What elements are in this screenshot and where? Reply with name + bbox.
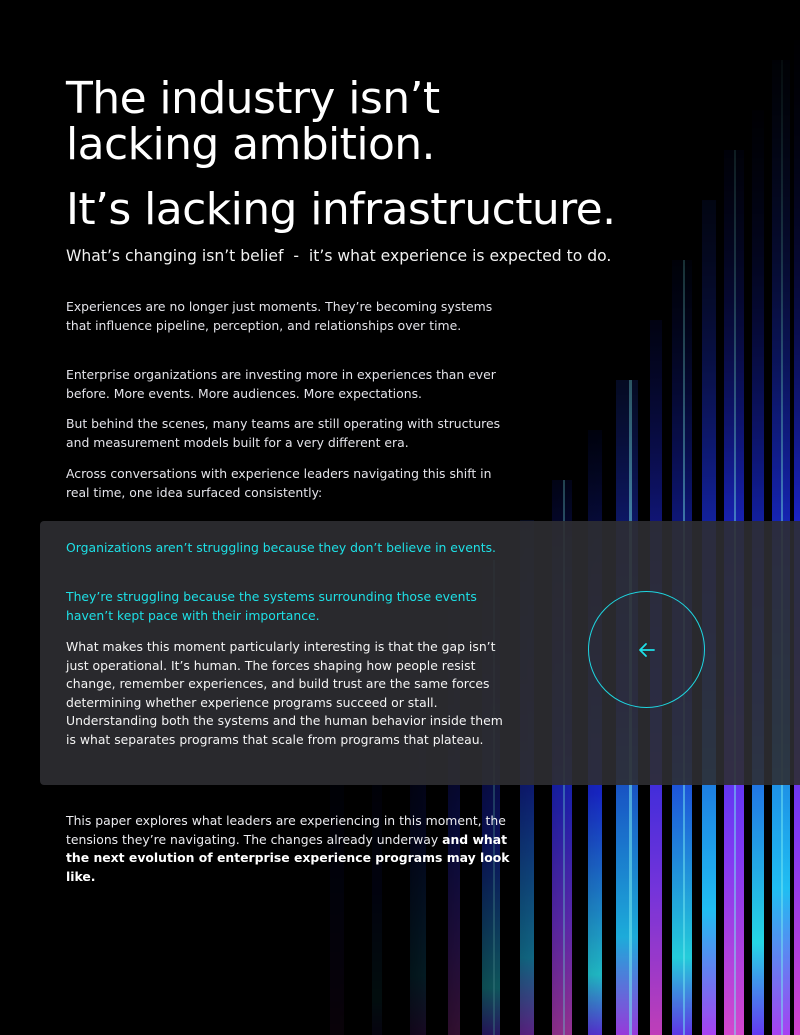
arrow-button[interactable] [588, 591, 705, 708]
page-subhead: What’s changing isn’t belief - it’s what experience is expected to do. [66, 247, 612, 265]
headline-line-3: It’s lacking infrastructure. [66, 184, 616, 235]
callout-highlight-2: They’re struggling because the systems surrounding those events haven’t kept pace with their importance. [66, 589, 477, 623]
closing-bold-text: and what the next evolution of enterprise experience programs may look like. [66, 831, 510, 884]
closing-regular-text: This paper explores what leaders are experiencing in this moment, the tensions they’re navigating. The changes already underway [66, 813, 506, 847]
callout-panel [40, 521, 800, 785]
headline-line-1: The industry isn’t [66, 73, 440, 124]
intro-paragraph-1: Experiences are no longer just moments. They’re becoming systems that influence pipeline, perception, and relationships over time. [66, 299, 493, 333]
page-headline [66, 73, 766, 235]
callout-body: What makes this moment particularly interesting is that the gap isn’t just operational. It’s human. The forces shaping how people resist change, remember experiences, and build trust are the same forces determining whether experience programs succeed or stall. Understanding both the systems and the human behavior inside them is what separates programs that scale from programs that plateau. [66, 639, 503, 747]
intro-paragraph-4: Across conversations with experience leaders navigating this shift in real time, one idea surfaced consistently: [66, 466, 492, 500]
closing-paragraph [66, 812, 516, 886]
intro-paragraph-2: Enterprise organizations are investing more in experiences than ever before. More events. More audiences. More expectations. [66, 367, 496, 401]
headline-line-2: lacking ambition. [66, 119, 435, 170]
intro-paragraph-3: But behind the scenes, many teams are still operating with structures and measurement models built for a very different era. [66, 416, 501, 450]
callout-highlight-1: Organizations aren’t struggling because they don’t believe in events. [66, 540, 496, 555]
arrow-left-icon [637, 640, 657, 660]
